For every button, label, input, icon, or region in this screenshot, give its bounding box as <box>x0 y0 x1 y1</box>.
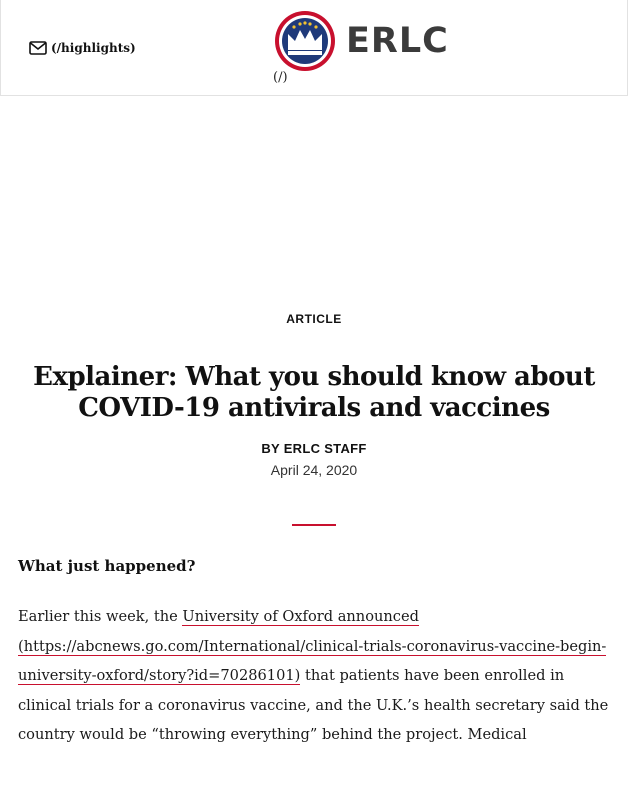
section-heading: What just happened? <box>18 557 196 575</box>
logo-wordmark: ERLC <box>346 21 449 61</box>
article-byline: BY ERLC STAFF <box>261 441 367 456</box>
highlights-label: (/highlights) <box>51 41 136 55</box>
erlc-logo[interactable] <box>274 8 449 74</box>
paragraph-rest: that patients have been enrolled in clinical trials for a coronavirus vaccine, and the U.K.’s health secretary said the country would be “throwing everything” behind the project. Medical <box>18 667 609 743</box>
crown-logo-icon <box>274 10 336 72</box>
paragraph-intro: Earlier this week, the <box>18 608 183 625</box>
highlights-link[interactable] <box>29 38 136 58</box>
envelope-icon <box>29 41 47 55</box>
home-link[interactable]: (/) <box>273 70 288 85</box>
site-header <box>0 0 628 96</box>
article-paragraph <box>18 602 614 750</box>
article-date: April 24, 2020 <box>270 462 358 478</box>
oxford-announcement-link[interactable]: University of Oxford announced (https://abcnews.go.com/International/clinical-trials-coronavirus-vaccine-begin-university-oxford/story?id=70286101) <box>18 608 607 684</box>
article-type-label: ARTICLE <box>286 312 342 326</box>
title-divider <box>292 524 336 526</box>
article-title: Explainer: What you should know about COVID-19 antivirals and vaccines <box>33 362 595 423</box>
